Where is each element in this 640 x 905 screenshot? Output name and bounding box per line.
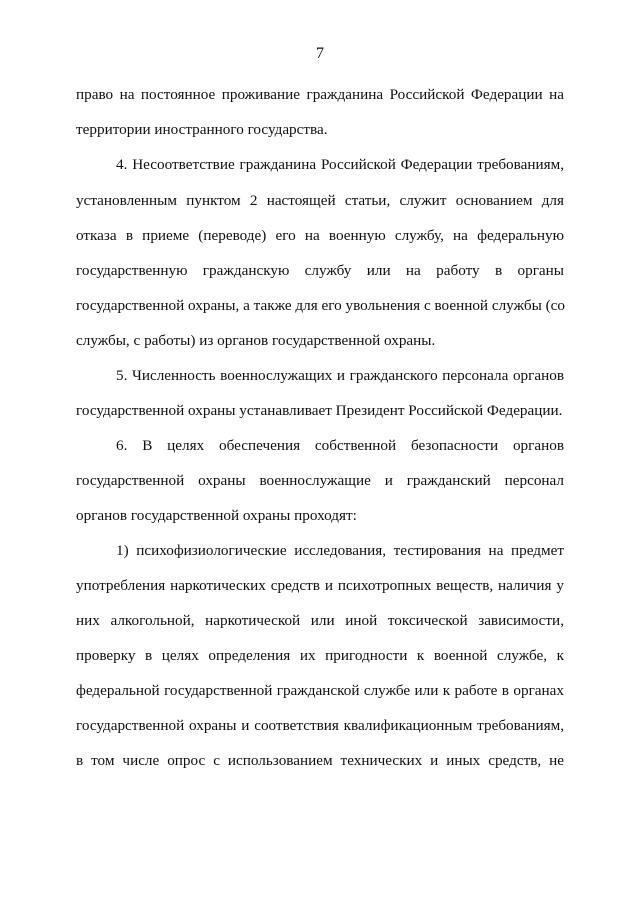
text-line: федеральной государственной гражданской службе или к работе в органах xyxy=(76,682,564,699)
text-line: отказа в приеме (переводе) его на военную службу, на федеральную xyxy=(76,227,564,244)
text-line: употребления наркотических средств и психотропных веществ, наличия у xyxy=(76,577,564,594)
text-line: службы, с работы) из органов государственной охраны. xyxy=(76,332,436,349)
text-line: государственной охраны, а также для его увольнения с военной службы (со xyxy=(76,297,565,314)
text-line: проверку в целях определения их пригодности к военной службе, к xyxy=(76,647,564,664)
text-line: государственной охраны военнослужащие и гражданский персонал xyxy=(76,472,564,489)
text-line: них алкогольной, наркотической или иной токсической зависимости, xyxy=(76,612,564,629)
text-line: 6. В целях обеспечения собственной безопасности органов xyxy=(116,437,564,454)
text-line: 1) психофизиологические исследования, тестирования на предмет xyxy=(116,542,564,559)
text-line: установленным пунктом 2 настоящей статьи, служит основанием для xyxy=(76,192,564,209)
text-line: в том числе опрос с использованием технических и иных средств, не xyxy=(76,752,564,769)
text-line: территории иностранного государства. xyxy=(76,121,328,138)
page-number: 7 xyxy=(316,45,324,62)
text-line: государственной охраны устанавливает Президент Российской Федерации. xyxy=(76,402,563,419)
text-line: государственной охраны и соответствия квалификационным требованиям, xyxy=(76,717,564,734)
text-line: право на постоянное проживание гражданина Российской Федерации на xyxy=(76,86,564,103)
text-line: государственную гражданскую службу или на работу в органы xyxy=(76,262,564,279)
text-line: органов государственной охраны проходят: xyxy=(76,507,357,524)
text-line: 5. Численность военнослужащих и гражданского персонала органов xyxy=(116,367,564,384)
text-line: 4. Несоответствие гражданина Российской Федерации требованиям, xyxy=(116,156,564,173)
